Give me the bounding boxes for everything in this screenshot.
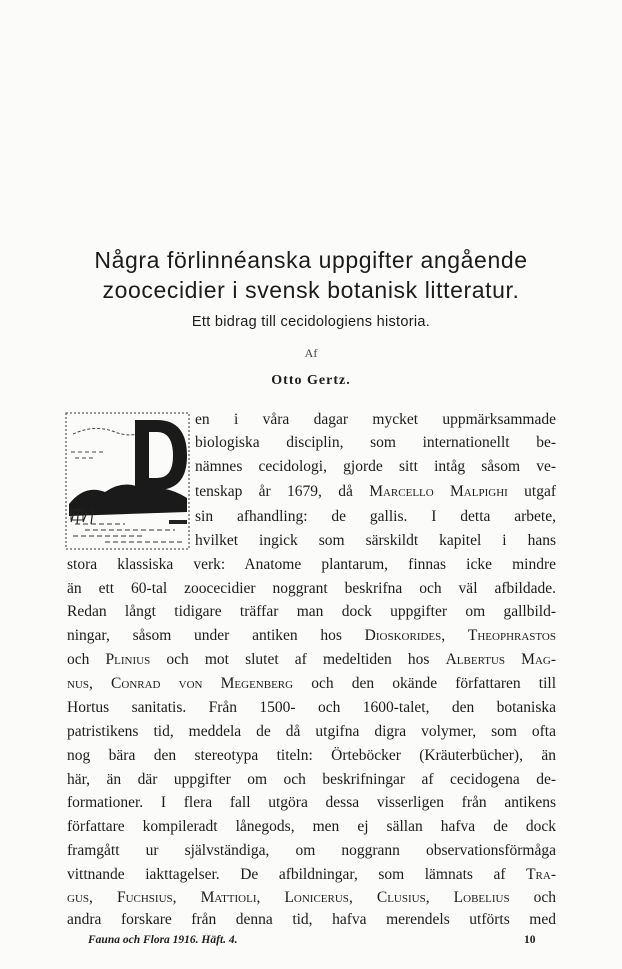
text: Hortus sanitatis. Från 1500- och 1600-talet, den botaniska: [67, 699, 556, 716]
name-lobelius: Lobelius: [453, 889, 510, 906]
page-number: 10: [524, 934, 536, 946]
body-line-5: [195, 505, 556, 528]
name-fuchsius: Fuchsius: [116, 889, 173, 906]
text: ,: [172, 889, 201, 906]
name-lonicerus: Lonicerus: [284, 889, 349, 906]
body-line-10: [67, 624, 556, 647]
body-line-17: [67, 791, 556, 814]
body-line-7: [67, 553, 556, 576]
name-megenberg: Conrad von Megenberg: [111, 675, 294, 692]
author: Otto Gertz.: [271, 373, 351, 388]
text: författare kompileradt lånegods, men ej sällan hafva de dock: [67, 818, 556, 835]
text: ,: [89, 675, 112, 692]
name-magnus-end: nus: [67, 675, 90, 692]
text: hvilket ingick som särskildt kapitel i hans: [195, 532, 556, 549]
name-theophrastos: Theophrastos: [467, 627, 556, 644]
text: ,: [348, 889, 377, 906]
text: utgaf: [507, 483, 556, 500]
body-line-6: [195, 529, 556, 552]
body-line-4: [195, 480, 556, 503]
body-line-20: [67, 863, 556, 886]
text: nog bära den stereotypa titeln: Örteböcker (Kräuterbücher), än: [67, 747, 556, 764]
text: framgått ur självständiga, om noggrann observationsförmåga: [67, 842, 556, 859]
text: och: [509, 889, 557, 906]
byline-af: Af: [304, 346, 318, 360]
text: en i våra dagar mycket uppmärksammade: [195, 411, 556, 428]
body-line-9: [67, 600, 556, 623]
text: och mot slutet af medeltiden hos: [150, 651, 446, 668]
text: och den okände författaren till: [293, 675, 556, 692]
text: ,: [89, 889, 117, 906]
name-malpighi: Marcello Malpighi: [369, 483, 508, 500]
body-line-1: [195, 408, 556, 431]
text: ,: [425, 889, 454, 906]
text: här, än där uppgifter om och beskrifningar af cecidogena de-: [67, 771, 556, 788]
text: än ett 60-tal zoocecidier noggrant beskrifna och väl afbildade.: [67, 580, 556, 597]
body-line-12: [67, 672, 556, 695]
body-line-18: [67, 815, 556, 838]
body-line-15: [67, 744, 556, 767]
text: sin afhandling: de gallis. I detta arbete,: [195, 508, 556, 525]
body-line-21: [67, 886, 556, 909]
title-line-1: Några förlinnéanska uppgifter angående: [94, 247, 528, 273]
name-mattioli: Mattioli: [200, 889, 257, 906]
body-line-8: [67, 577, 556, 600]
text: vittnande iakttagelser. De afbildningar, som lämnats af: [67, 866, 527, 883]
name-tragus-start: Tra-: [526, 866, 556, 883]
initial-water-lines: [73, 524, 183, 542]
body-line-11: [67, 648, 556, 671]
text: andra forskare från denna tid, hafva merendels utförts med: [67, 911, 556, 928]
subtitle: Ett bidrag till cecidologiens historia.: [191, 314, 431, 330]
text: formationer. I flera fall utgöra dessa visserligen från antikens: [67, 794, 556, 811]
name-plinius: Plinius: [105, 651, 151, 668]
title-line-2: zoocecidier i svensk botanisk litteratur.: [102, 277, 520, 303]
text: och: [67, 651, 106, 668]
body-line-3: [195, 455, 556, 478]
text: patristikens tid, meddela de då utgifna digra volymer, som ofta: [67, 723, 556, 740]
initial-shore-mark: [169, 520, 187, 524]
body-line-19: [67, 839, 556, 862]
footer-journal: Fauna och Flora 1916. Häft. 4.: [88, 934, 238, 946]
text: tenskap år 1679, då: [195, 483, 370, 500]
initial-cloud-line: [71, 452, 105, 458]
name-albertus-magnus: Albertus Mag-: [445, 651, 556, 668]
drop-cap-initial: [65, 412, 190, 550]
text: stora klassiska verk: Anatome plantarum, finnas icke mindre: [67, 556, 556, 573]
text: ,: [256, 889, 285, 906]
initial-forest: [69, 484, 187, 516]
text: Redan långt tidigare träffar man dock uppgifter om gallbild-: [67, 603, 556, 620]
initial-letter-d: [135, 420, 187, 490]
text: biologiska disciplin, som internationellt be-: [195, 434, 556, 451]
name-tragus-end: gus: [67, 889, 90, 906]
text: ,: [441, 627, 468, 644]
name-clusius: Clusius: [376, 889, 426, 906]
body-line-2: [195, 431, 556, 454]
text: ningar, såsom under antiken hos: [67, 627, 365, 644]
body-line-13: [67, 696, 556, 719]
body-line-14: [67, 720, 556, 743]
body-line-16: [67, 768, 556, 791]
name-dioskorides: Dioskorides: [364, 627, 442, 644]
text: nämnes cecidologi, gjorde sitt intåg såsom ve-: [195, 458, 556, 475]
body-line-22: [67, 908, 556, 931]
